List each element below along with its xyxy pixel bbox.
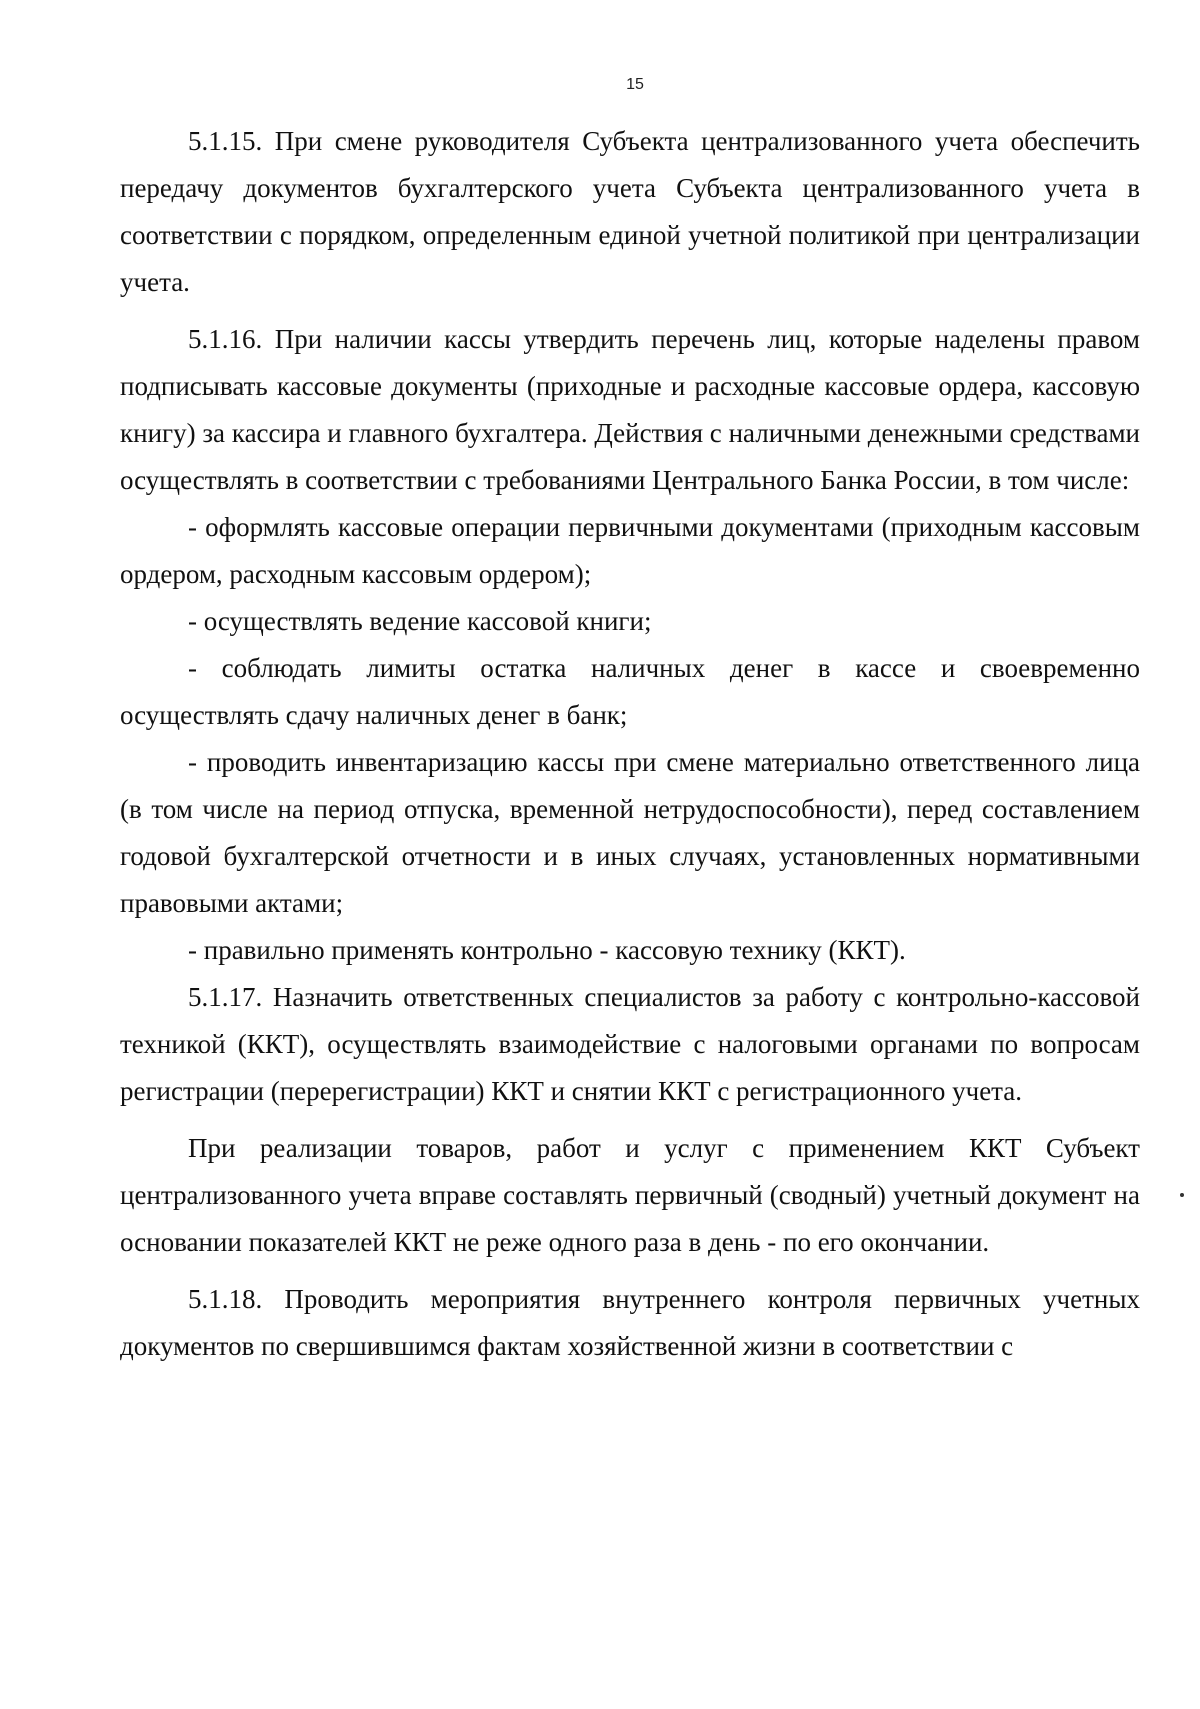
list-item-kkt-usage: - правильно применять контрольно - кассовую технику (ККТ). xyxy=(188,935,906,965)
document-body xyxy=(120,118,1140,1370)
paragraph-5-1-15: 5.1.15. При смене руководителя Субъекта централизованного учета обеспечить передачу документов бухгалтерского учета Субъекта централизованного учета в соответствии с порядком, определенным единой учетной политикой при централизации учета. xyxy=(120,126,1140,297)
list-item-cash-operations: - оформлять кассовые операции первичными документами (приходным кассовым ордером, расходным кассовым ордером); xyxy=(120,512,1140,589)
paragraph-5-1-16: 5.1.16. При наличии кассы утвердить перечень лиц, которые наделены правом подписывать кассовые документы (приходные и расходные кассовые ордера, кассовую книгу) за кассира и главного бухгалтера. Действия с наличными денежными средствами осуществлять в соответствии с требованиями Центрального Банка России, в том числе: xyxy=(120,324,1140,495)
paragraph-kkt-primary-document: При реализации товаров, работ и услуг с применением ККТ Субъект централизованного учета вправе составлять первичный (сводный) учетный документ на основании показателей ККТ не реже одного раза в день - по его окончании. xyxy=(120,1133,1140,1257)
paragraph-5-1-18: 5.1.18. Проводить мероприятия внутреннего контроля первичных учетных документов по свершившимся фактам хозяйственной жизни в соответствии с xyxy=(120,1284,1140,1361)
list-item-inventory: - проводить инвентаризацию кассы при смене материально ответственного лица (в том числе на период отпуска, временной нетрудоспособности), перед составлением годовой бухгалтерской отчетности и в иных случаях, установленных нормативными правовыми актами; xyxy=(120,747,1140,918)
paragraph-5-1-17: 5.1.17. Назначить ответственных специалистов за работу с контрольно-кассовой техникой (ККТ), осуществлять взаимодействие с налоговыми органами по вопросам регистрации (перерегистрации) ККТ и снятии ККТ с регистрационного учета. xyxy=(120,982,1140,1106)
scan-speck xyxy=(1180,1193,1184,1197)
list-item-cash-limits: - соблюдать лимиты остатка наличных денег в кассе и своевременно осуществлять сдачу наличных денег в банк; xyxy=(120,653,1140,730)
list-item-cash-book: - осуществлять ведение кассовой книги; xyxy=(188,606,652,636)
page-number: 15 xyxy=(626,76,644,93)
